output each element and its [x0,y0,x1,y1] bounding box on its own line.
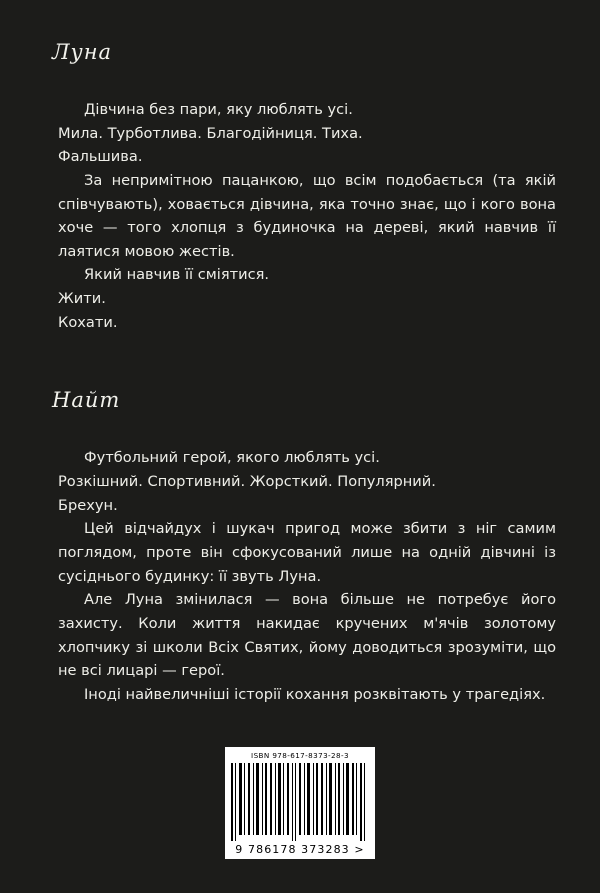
section-luna [44,40,556,334]
nayt-text-block [58,446,556,706]
isbn-digits: 9 786178 373283 > [235,843,365,856]
paragraph: Але Луна змінилася — вона більше не потребує його захисту. Коли життя накидає кручених м'ячів золотому хлопчику зі школи Всіх Святих, йому доводиться зрозуміти, що не всі лицарі — герої. [58,591,556,680]
barcode-area [0,747,600,859]
isbn-label: ISBN 978-617-8373-28-3 [251,751,349,760]
section-gap [44,334,556,388]
paragraph: Кохати. [58,313,118,331]
paragraph: Розкішний. Спортивний. Жорсткий. Популярний. [58,473,436,491]
character-name-nayt: Найт [52,388,121,413]
paragraph: Жити. [58,290,106,308]
paragraph: Який навчив її сміятися. [84,266,270,284]
paragraph: Брехун. [58,496,118,514]
barcode-bars-icon [231,763,369,841]
character-name-luna: Луна [52,40,113,64]
paragraph: Іноді найвеличніші історії кохання розквітають у трагедіях. [84,685,546,703]
barcode [225,747,375,859]
paragraph: За непримітною пацанкою, що всім подобається (та якій співчувають), ховається дівчина, яка точно знає, що і кого вона хоче — того хлопця з будиночка на дереві, який навчив її лаятися мовою жестів. [58,171,556,260]
paragraph: Футбольний герой, якого люблять усі. [84,449,380,467]
paragraph: Мила. Турботлива. Благодійниця. Тиха. [58,124,363,142]
luna-text-block [58,98,556,334]
paragraph: Фальшива. [58,148,143,166]
paragraph: Цей відчайдух і шукач пригод може збити з ніг самим поглядом, проте він сфокусований лише на одній дівчині із сусіднього будинку: її звуть Луна. [58,520,556,585]
section-nayt [44,388,556,706]
paragraph: Дівчина без пари, яку люблять усі. [84,101,353,118]
